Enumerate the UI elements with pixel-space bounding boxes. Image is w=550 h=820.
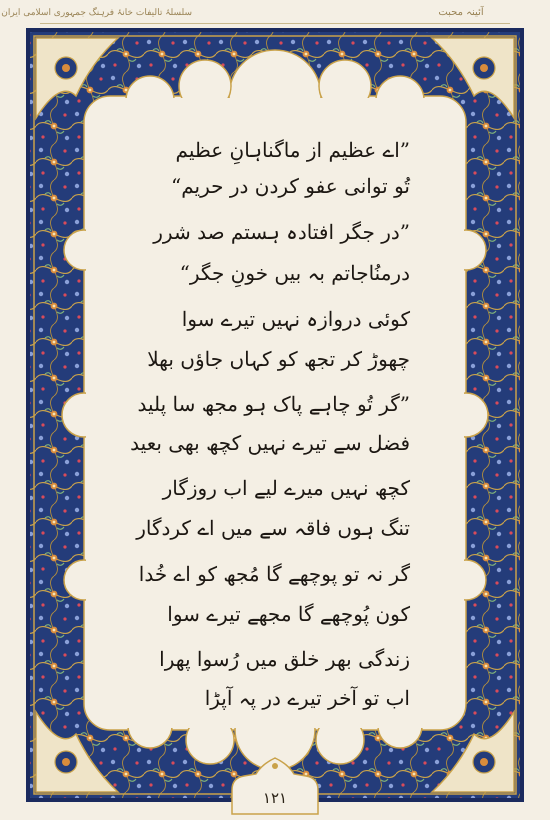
verse-line: چھوڑ کر تجھ کو کہاں جاؤں بھلا bbox=[147, 347, 410, 371]
verse-line: کوئی دروازہ نہیں تیرے سوا bbox=[181, 307, 410, 331]
verse-line: زندگی بھر خلق میں رُسوا پھرا bbox=[159, 647, 410, 671]
verse-line: تنگ ہوں فاقہ سے میں اے کردگار bbox=[136, 516, 410, 540]
verse-line: ”در جگر افتادہ ہستم صد شرر bbox=[153, 220, 410, 244]
book-title: آئینہ محبت bbox=[438, 7, 484, 18]
verse-line: تُو توانی عفو کردن در حریم“ bbox=[171, 174, 410, 198]
verse-line: کون پُوچھے گا مجھے تیرے سوا bbox=[167, 602, 410, 626]
series-title: سلسلۂ تالیفات خانۂ فرہنگ جمہوری اسلامی ایران bbox=[1, 8, 192, 18]
verse-line: ”گر تُو چاہے پاک ہو مجھ سا پلید bbox=[137, 392, 410, 416]
page-number: ۱۲۱ bbox=[262, 789, 288, 807]
verse-line: فضل سے تیرے نہیں کچھ بھی بعید bbox=[130, 431, 410, 455]
verse-line: کچھ نہیں میرے لیے اب روزگار bbox=[162, 476, 410, 500]
verse-line: گر نہ تو پوچھے گا مُجھ کو اے خُدا bbox=[138, 562, 410, 586]
verse-line: درمنُاجاتم بہ بیں خونِ جگر“ bbox=[179, 261, 410, 285]
verse-line: اب تو آخر تیرے در پہ آپڑا bbox=[204, 686, 410, 710]
verse-line: ”اے عظیم از ماگناہانِ عظیم bbox=[175, 138, 410, 162]
